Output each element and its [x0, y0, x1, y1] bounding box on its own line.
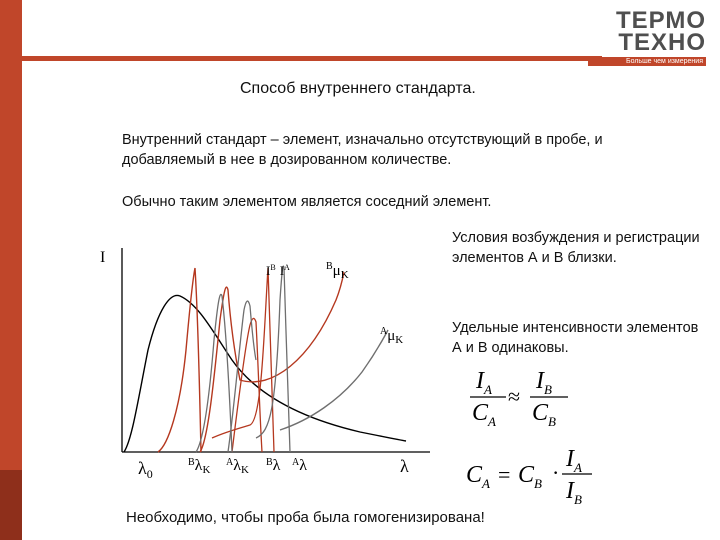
svg-text:CA: $C_A$	[466, 462, 490, 491]
neighbor-note-text: Обычно таким элементом является соседний элемент.	[122, 194, 492, 210]
logo-line-1: ТЕРМО	[615, 7, 706, 34]
footer-text: Необходимо, чтобы проба была гомогенизирована!	[126, 509, 485, 526]
label-b-lambda: $^B$λ	[266, 457, 281, 474]
svg-text:IA: $I_A$	[476, 368, 492, 397]
label-mu-b: $^B\mu_K$	[326, 261, 349, 281]
label-mu-a: $^A\mu_K$	[380, 326, 404, 346]
definition-text: Внутренний стандарт – элемент, изначально отсутствующий в пробе, и добавляемый в нее в дозированном количестве.	[122, 132, 603, 168]
intensities-text: Удельные интенсивности элементов А и В одинаковы.	[452, 320, 699, 356]
y-axis-label: I	[100, 249, 106, 266]
element-a-absorption-curve	[280, 330, 388, 430]
formula-ratio	[470, 368, 568, 429]
element-b-line-2	[232, 318, 262, 452]
svg-text:·: ·	[552, 460, 560, 485]
label-lambda0: $\lambda_0$	[138, 458, 153, 481]
label-ib-ia: $I^B$ $I^A$	[266, 263, 290, 278]
x-axis-label: λ	[400, 456, 409, 476]
svg-text:IA: $I_A$	[566, 446, 582, 475]
svg-text:CB: $C_B$	[532, 400, 556, 429]
svg-text:≈: ≈	[508, 384, 521, 409]
formula-concentration	[466, 446, 592, 507]
slide-title: Способ внутреннего стандарта.	[240, 80, 476, 97]
svg-text:IB: $I_B$	[536, 368, 552, 397]
svg-text:IB: $I_B$	[566, 478, 582, 507]
logo-tagline: Больше чем измерения	[588, 57, 706, 66]
label-a-lambda-k: $^A$λK	[226, 457, 249, 476]
svg-text:=: =	[498, 462, 511, 487]
svg-text:CA: $C_A$	[472, 400, 496, 429]
svg-text:CB: $C_B$	[518, 462, 542, 491]
logo-line-2: ТЕХНО	[618, 29, 706, 56]
label-b-lambda-k: $^B$λK	[188, 457, 211, 476]
label-a-lambda: $^A$λ	[292, 457, 307, 474]
conditions-text: Условия возбуждения и регистрации элементов А и В близки.	[452, 230, 700, 266]
element-b-absorption-curve	[200, 272, 344, 452]
